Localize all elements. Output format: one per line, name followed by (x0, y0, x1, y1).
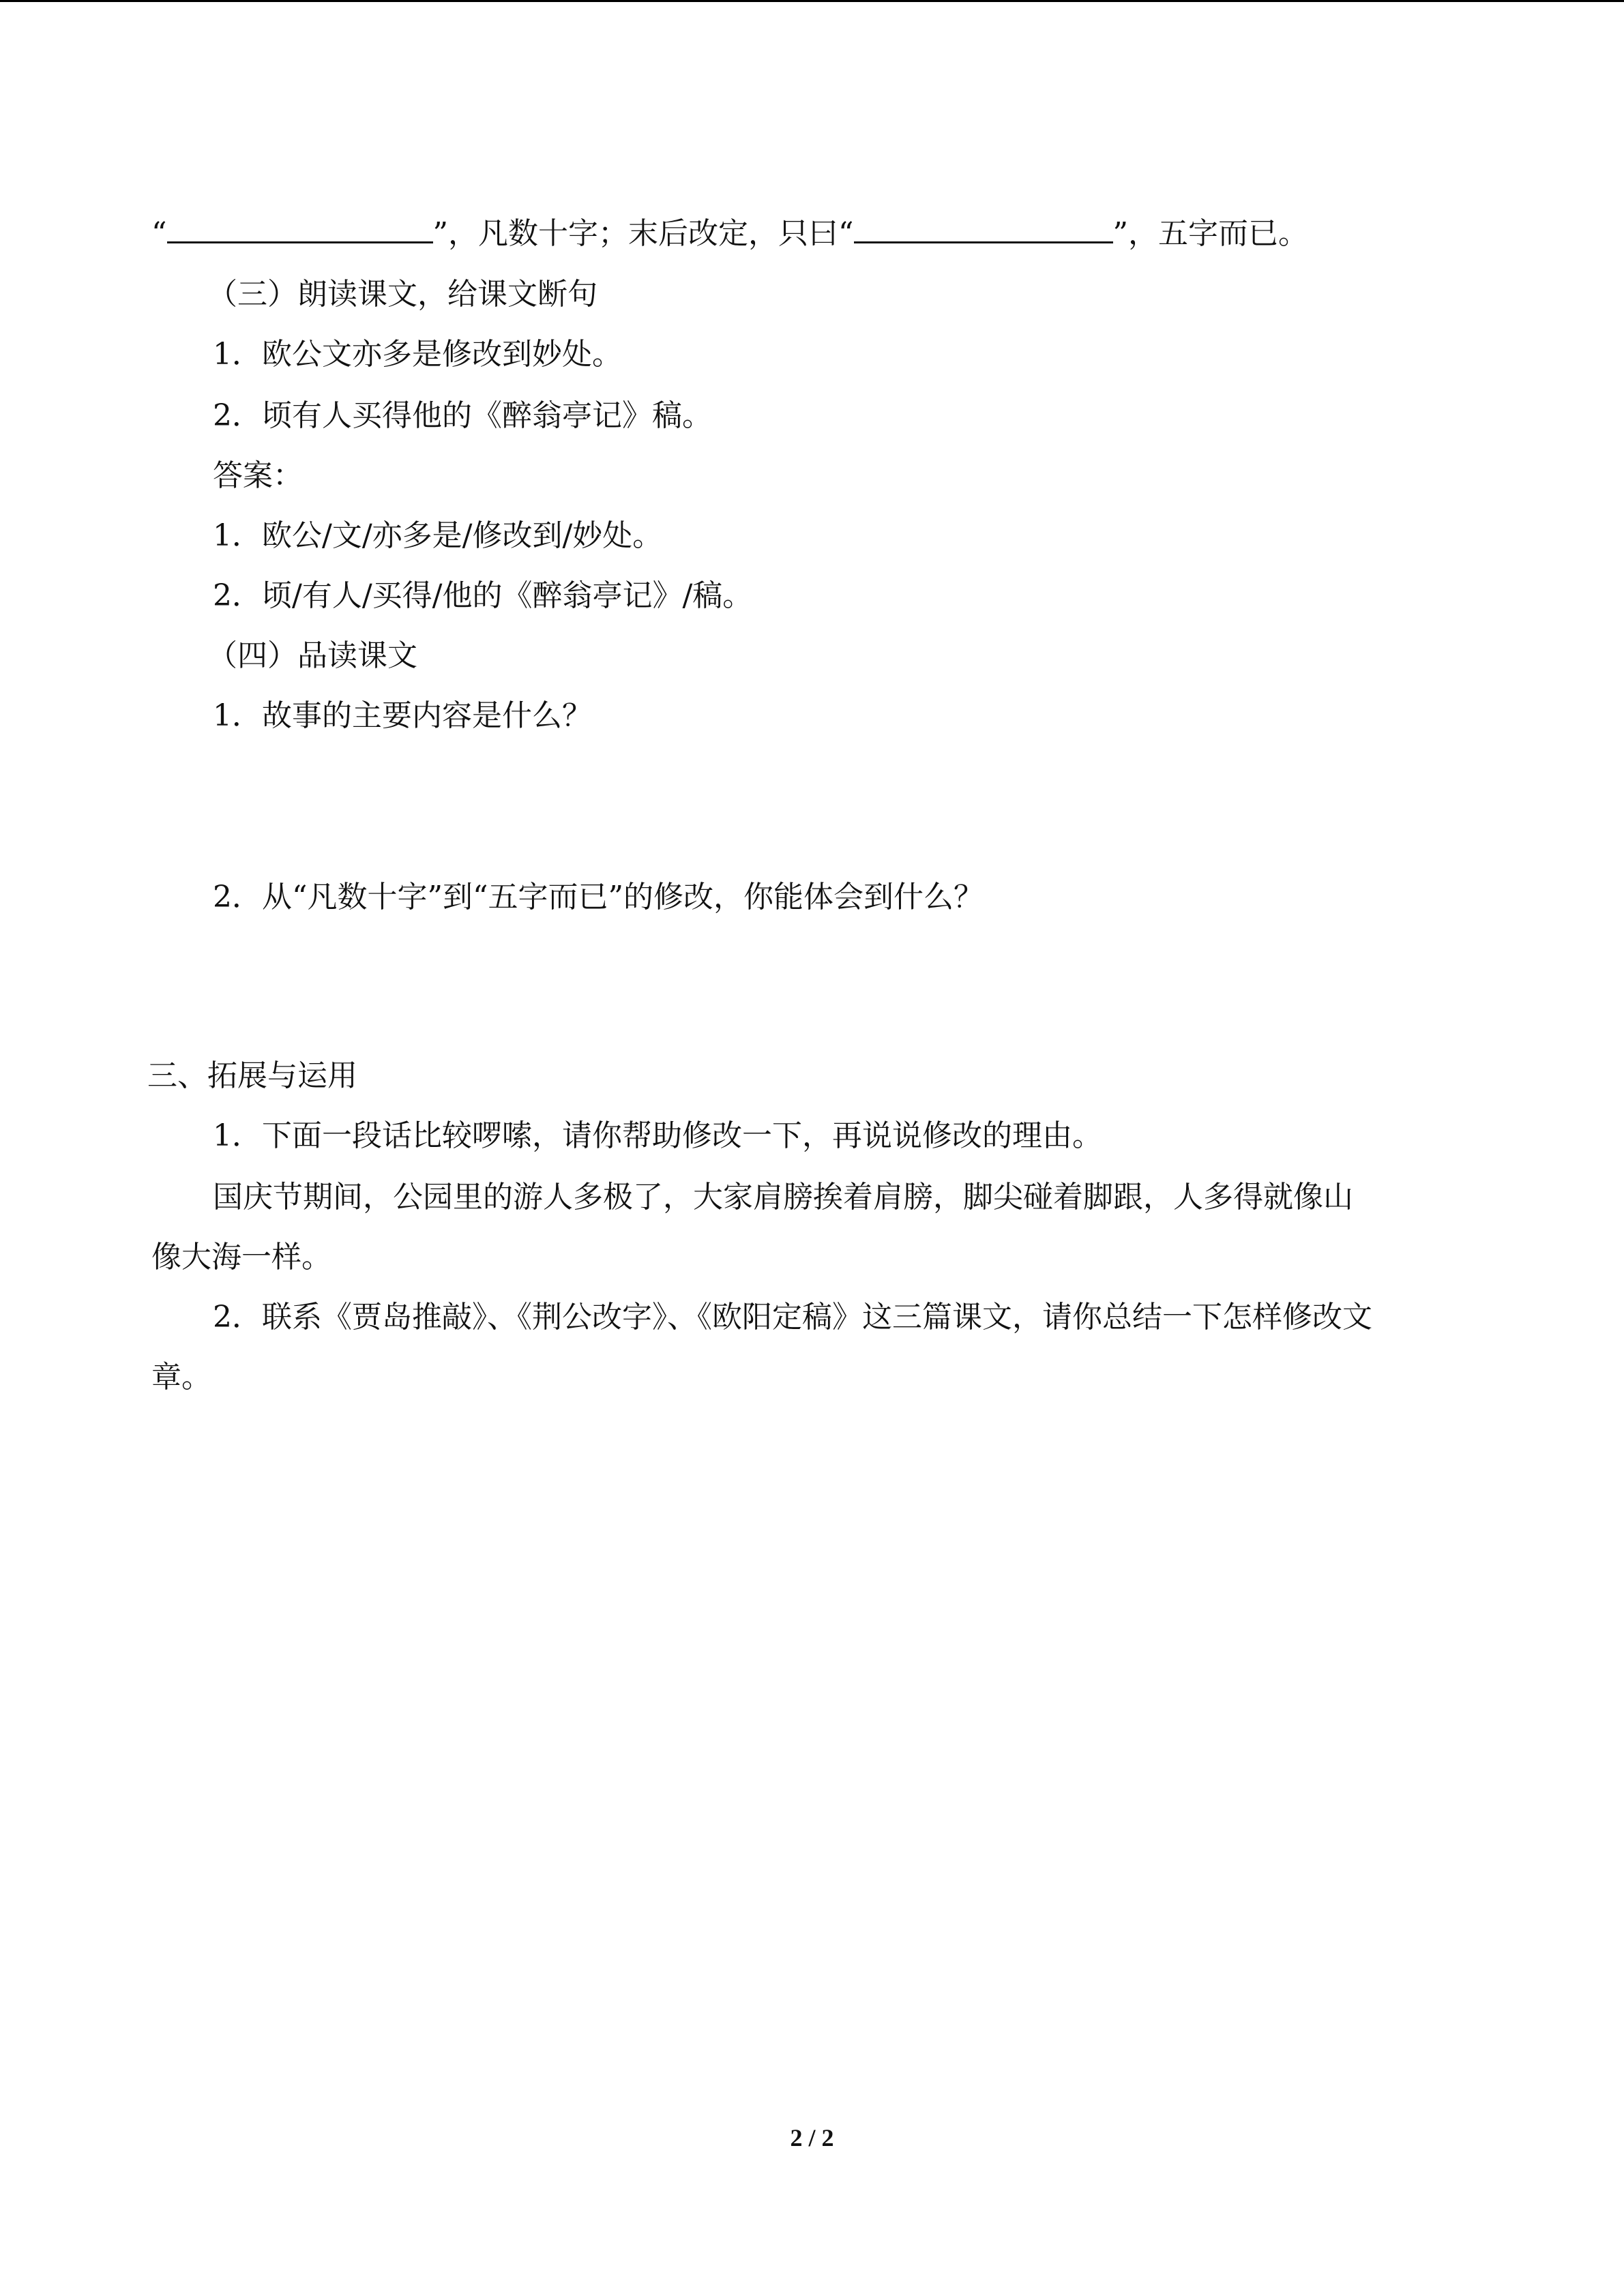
section-3-question-2: 2．顷有人买得他的《醉翁亭记》稿。 (213, 398, 712, 433)
answer-1: 1．欧公/文/亦多是/修改到/妙处。 (213, 518, 663, 553)
section-4-heading: （四）品读课文 (207, 638, 417, 673)
page-number: 2 / 2 (790, 2124, 834, 2151)
section-4-question-1: 1．故事的主要内容是什么？ (213, 698, 592, 733)
part-3-question-1: 1．下面一段话比较啰嗦，请你帮助修改一下，再说说修改的理由。 (213, 1118, 1102, 1153)
part-3-heading: 三、拓展与运用 (147, 1058, 357, 1093)
answer-2: 2．顷/有人/买得/他的《醉翁亭记》/稿。 (213, 578, 753, 613)
part-3-question-2-line-2: 章。 (151, 1360, 211, 1395)
answer-blank-2[interactable] (854, 213, 1113, 243)
section-3-heading: （三）朗读课文，给课文断句 (207, 277, 597, 312)
top-border-line (0, 0, 1624, 2)
fill-blank-line (151, 213, 1308, 254)
answer-label: 答案： (213, 458, 303, 493)
section-4-question-2: 2．从“凡数十字”到“五字而已”的修改，你能体会到什么？ (213, 880, 984, 914)
middle-text: ”，凡数十字；末后改定，只曰“ (432, 216, 854, 251)
section-3-question-1: 1．欧公文亦多是修改到妙处。 (213, 337, 622, 372)
part-3-question-2-line-1: 2．联系《贾岛推敲》、《荆公改字》、《欧阳定稿》这三篇课文，请你总结一下怎样修改文 (213, 1300, 1372, 1335)
part-3-paragraph-line-2: 像大海一样。 (151, 1240, 331, 1274)
end-text: ”，五字而已。 (1112, 216, 1308, 251)
part-3-paragraph-line-1: 国庆节期间，公园里的游人多极了，大家肩膀挨着肩膀，脚尖碰着脚跟，人多得就像山 (213, 1180, 1353, 1214)
open-quote: “ (151, 216, 167, 251)
answer-blank-1[interactable] (167, 213, 433, 243)
